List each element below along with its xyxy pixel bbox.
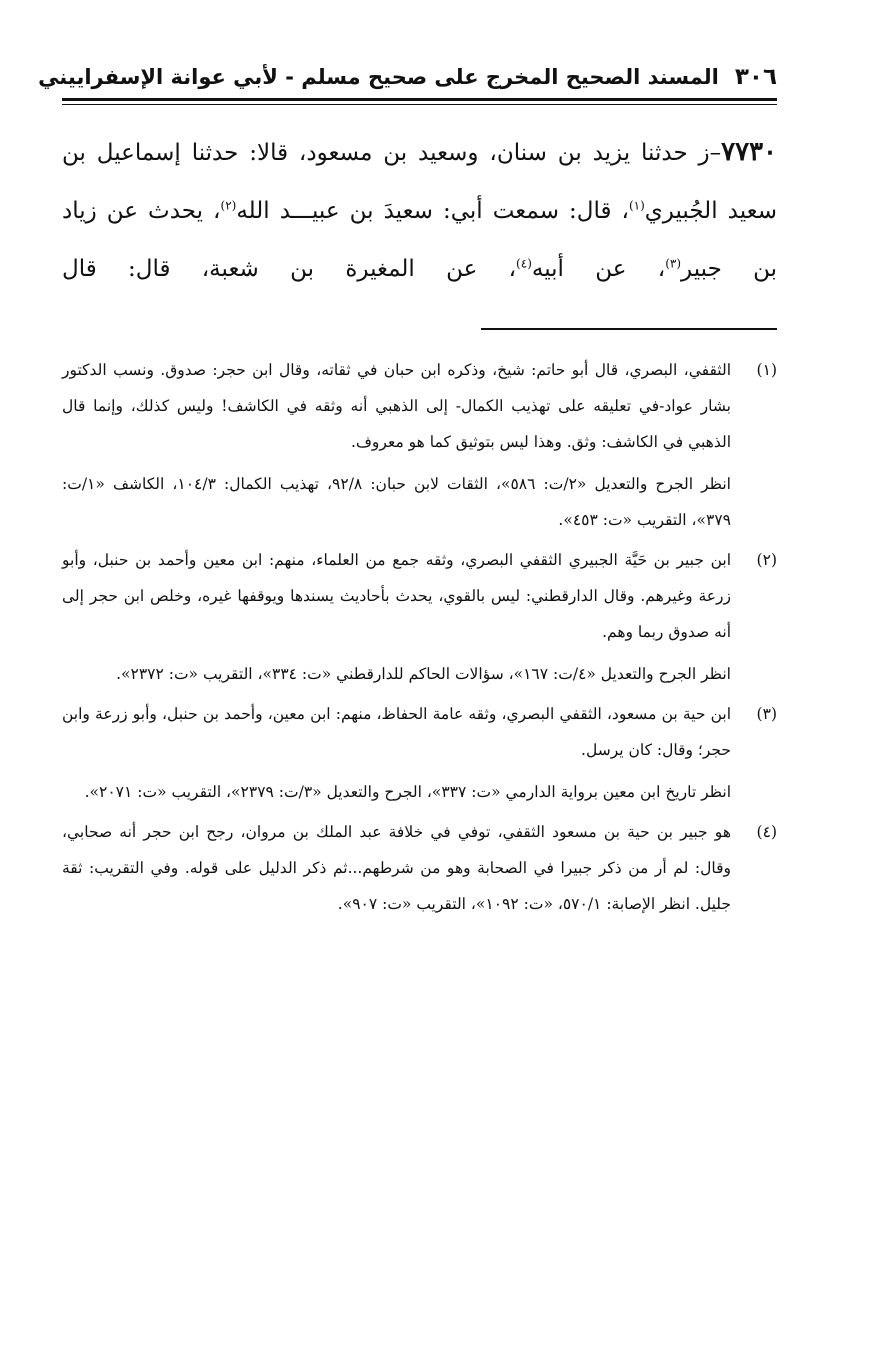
footnote-ref-2: (٢) (220, 198, 237, 213)
footnote-separator (481, 328, 777, 330)
header-rule-thin (62, 104, 777, 105)
running-title: المسند الصحيح المخرج على صحيح مسلم - لأبي عوانة الإسفراييني (38, 65, 719, 89)
footnote-paragraph: ابن جبير بن حَيَّة الجبيري الثقفي البصري، وثقه جمع من العلماء، منهم: ابن معين وأحمد بن حنبل، وأبو زرعة وغيرهم. وقال الدارقطني: ليس بالقوي، يحدث بأحاديث يسندها ويوقفها غيره، وخلص ابن حجر إلى أنه صدوق ربما وهم. (62, 551, 731, 641)
footnote-ref-4: (٤) (516, 256, 532, 271)
footnote-ref-3: (٣) (665, 256, 682, 271)
footnote-paragraph: انظر تاريخ ابن معين برواية الدارمي «ت: ٣٣٧»، الجرح والتعديل «٣/ت: ٢٣٧٩»، التقريب «ت: ٢٠٧١». (84, 783, 731, 801)
hadith-text-part-4: ، عن أبيه (531, 256, 666, 282)
hadith-text-part-1: –ز حدثنا يزيد بن سنان، وسعيد بن مسعود، قالا: حدثنا إسماعيل بن سعيد الجُبيري (62, 140, 777, 224)
footnote-paragraph: الثقفي، البصري، قال أبو حاتم: شيخ، وذكره ابن حبان في ثقاته، وقال ابن حجر: صدوق. ونسب الدكتور بشار عواد-في تعليقه على تهذيب الكمال- إلى الذهبي أنه وثقه في الكاشف! وليس كذلك، وإنما قال الذهبي في الكاشف: وثق. وهذا ليس بتوثيق كما هو معروف. (62, 361, 731, 451)
hadith-text-part-2: ، قال: سمعت أبي: سعيدَ بن عبيـــد الله (236, 198, 629, 224)
page-number: ٣٠٦ (734, 64, 777, 90)
hadith-text-part-5: ، عن المغيرة بن شعبة، قال: قال (62, 256, 517, 282)
footnote-marker: (١) (756, 361, 777, 379)
footnote-1 (62, 352, 777, 538)
footnote-marker: (٢) (756, 551, 777, 569)
page-header (38, 60, 777, 94)
footnote-marker: (٣) (756, 705, 777, 723)
hadith-number: ٧٧٣٠ (721, 137, 777, 167)
footnote-paragraph: هو جبير بن حية بن مسعود الثقفي، توفي في خلافة عبد الملك بن مروان، رجح ابن حجر أنه صحابي، وقال: لم أر من ذكر جبيرا في الصحابة وهو من شرطهم...ثم ذكر الدليل على قوله. وفي التقريب: ثقة جليل. انظر الإصابة: ٥٧٠/١، «ت: ١٠٩٢»، التقريب «ت: ٩٠٧». (62, 823, 731, 913)
footnote-ref-1: (١) (628, 198, 645, 213)
footnote-paragraph: انظر الجرح والتعديل «٤/ت: ١٦٧»، سؤالات الحاكم للدارقطني «ت: ٣٣٤»، التقريب «ت: ٢٣٧٢». (116, 665, 731, 683)
footnote-3 (62, 696, 777, 810)
book-page (38, 60, 778, 926)
footnote-paragraph: ابن حية بن مسعود، الثقفي البصري، وثقه عامة الحفاظ، منهم: ابن معين، وأحمد بن حنبل، وأبو زرعة وابن حجر؛ وقال: كان يرسل. (62, 705, 731, 759)
footnote-2 (62, 542, 777, 692)
footnotes (62, 352, 777, 922)
footnote-4 (62, 814, 777, 922)
hadith-text-part-3: ، يحدث عن زياد بن جبير (62, 198, 778, 282)
header-rule-thick (62, 98, 777, 101)
footnote-paragraph: انظر الجرح والتعديل «٢/ت: ٥٨٦»، الثقات لابن حبان: ٩٢/٨، تهذيب الكمال: ١٠٤/٣، الكاشف «١/ت: ٣٧٩»، التقريب «ت: ٤٥٣». (62, 475, 731, 529)
footnote-marker: (٤) (756, 823, 777, 841)
hadith-text (62, 123, 777, 298)
